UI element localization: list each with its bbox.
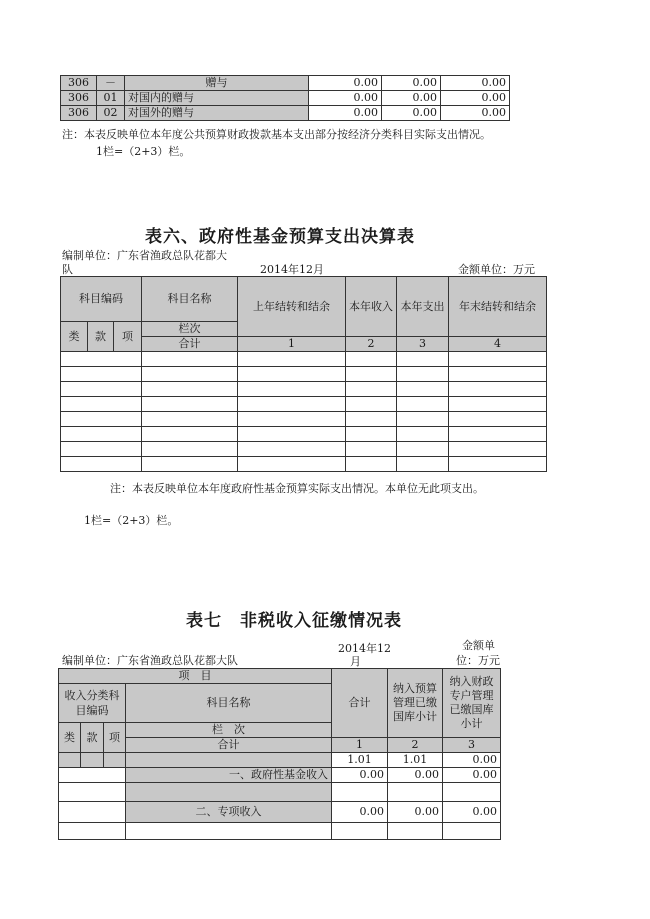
table-cell bbox=[126, 783, 332, 802]
table-row bbox=[61, 352, 547, 367]
table-row bbox=[61, 91, 510, 106]
table7 bbox=[58, 668, 501, 840]
table-cell: 02 bbox=[97, 106, 125, 121]
table-row bbox=[59, 753, 501, 768]
table-cell bbox=[388, 823, 443, 840]
table-cell bbox=[142, 382, 238, 397]
table-cell: 0.00 bbox=[443, 753, 501, 768]
table-row bbox=[61, 442, 547, 457]
table5-formula-note: 1栏=（2+3）栏。 bbox=[96, 145, 191, 158]
table-cell: 0.00 bbox=[443, 768, 501, 783]
table-cell bbox=[397, 397, 449, 412]
table-row bbox=[59, 738, 501, 753]
table-row bbox=[61, 382, 547, 397]
header-xiang: 项 bbox=[114, 322, 142, 352]
table-header-row bbox=[61, 277, 547, 322]
table-row bbox=[61, 76, 510, 91]
table-cell: 二、专项收入 bbox=[126, 802, 332, 823]
header-carry-in: 上年结转和结余 bbox=[238, 277, 346, 337]
table-cell bbox=[61, 442, 142, 457]
table-cell bbox=[397, 352, 449, 367]
table-cell: 0.00 bbox=[382, 91, 441, 106]
table-cell bbox=[61, 352, 142, 367]
table-row bbox=[61, 412, 547, 427]
table-cell bbox=[449, 457, 547, 472]
table-cell bbox=[449, 352, 547, 367]
header-expense: 本年支出 bbox=[397, 277, 449, 337]
header-code: 科目编码 bbox=[61, 277, 142, 322]
table-row bbox=[59, 802, 501, 823]
table-cell bbox=[59, 783, 126, 802]
col-number: 4 bbox=[449, 337, 547, 352]
table-cell: 0.00 bbox=[332, 768, 388, 783]
table-cell: 0.00 bbox=[309, 76, 382, 91]
table-cell bbox=[61, 412, 142, 427]
table-cell bbox=[142, 412, 238, 427]
header-xiang: 项 bbox=[104, 723, 126, 753]
table-cell bbox=[346, 427, 397, 442]
table-cell bbox=[142, 427, 238, 442]
table-cell bbox=[142, 352, 238, 367]
table5-note: 注：本表反映单位本年度公共预算财政拨款基本支出部分按经济分类科目实际支出情况。 bbox=[62, 128, 491, 141]
table-cell: 0.00 bbox=[388, 802, 443, 823]
header-income: 本年收入 bbox=[346, 277, 397, 337]
table-cell bbox=[126, 823, 332, 840]
table-header-row bbox=[59, 669, 501, 684]
table-cell bbox=[346, 442, 397, 457]
table-cell bbox=[61, 367, 142, 382]
table-cell: 0.00 bbox=[441, 91, 510, 106]
header-item: 项 目 bbox=[59, 669, 332, 684]
table-cell: 对国外的赠与 bbox=[125, 106, 309, 121]
table-cell bbox=[397, 412, 449, 427]
table-cell: 01 bbox=[97, 91, 125, 106]
table-cell bbox=[238, 442, 346, 457]
table-cell bbox=[449, 412, 547, 427]
table-cell bbox=[238, 427, 346, 442]
header-name: 科目名称 bbox=[142, 277, 238, 322]
table-cell: 0.00 bbox=[441, 106, 510, 121]
header-lei: 类 bbox=[59, 723, 81, 753]
table6-note: 注：本表反映单位本年度政府性基金预算实际支出情况。本单位无此项支出。 bbox=[110, 482, 484, 495]
table6-title: 表六、政府性基金预算支出决算表 bbox=[145, 227, 415, 247]
col-number: 3 bbox=[443, 738, 501, 753]
table-cell bbox=[238, 352, 346, 367]
total-label: 合计 bbox=[142, 337, 238, 352]
header-fiscal-paid: 纳入财政专户管理已缴国库小计 bbox=[443, 669, 501, 738]
table7-date: 2014年12 bbox=[338, 642, 391, 655]
table-cell bbox=[443, 783, 501, 802]
table-cell: 一、政府性基金收入 bbox=[126, 768, 332, 783]
table-row bbox=[61, 457, 547, 472]
table-row bbox=[61, 427, 547, 442]
header-lanci: 栏 次 bbox=[126, 723, 332, 738]
table7-date-cont: 月 bbox=[350, 655, 361, 668]
table-cell: 1.01 bbox=[388, 753, 443, 768]
row-label: 合计 bbox=[126, 738, 332, 753]
table-cell bbox=[59, 802, 126, 823]
table-cell bbox=[142, 397, 238, 412]
table-cell bbox=[397, 442, 449, 457]
table-cell: 赠与 bbox=[125, 76, 309, 91]
table-row bbox=[61, 397, 547, 412]
table-cell: 306 bbox=[61, 106, 97, 121]
table-cell bbox=[346, 397, 397, 412]
table-cell bbox=[449, 427, 547, 442]
table-row bbox=[59, 783, 501, 802]
table7-org: 编制单位：广东省渔政总队花都大队 bbox=[62, 654, 238, 667]
table6-date: 2014年12月 bbox=[260, 263, 324, 276]
col-number: 2 bbox=[388, 738, 443, 753]
col-number: 2 bbox=[346, 337, 397, 352]
table-cell bbox=[81, 753, 104, 768]
table-cell bbox=[346, 412, 397, 427]
table-cell: 0.00 bbox=[332, 802, 388, 823]
table-cell bbox=[59, 768, 126, 783]
header-lanci: 栏次 bbox=[142, 322, 238, 337]
table-cell bbox=[61, 397, 142, 412]
col-number: 1 bbox=[238, 337, 346, 352]
table-cell bbox=[346, 352, 397, 367]
table6-formula-note: 1栏=（2+3）栏。 bbox=[84, 514, 179, 527]
table-cell bbox=[238, 412, 346, 427]
table-cell: 0.00 bbox=[382, 106, 441, 121]
table-cell: － bbox=[97, 76, 125, 91]
table-cell bbox=[397, 427, 449, 442]
header-kuan: 款 bbox=[88, 322, 114, 352]
table-cell bbox=[142, 442, 238, 457]
table-cell bbox=[397, 382, 449, 397]
table7-title: 表七 非税收入征缴情况表 bbox=[186, 611, 402, 631]
header-code: 收入分类科目编码 bbox=[59, 684, 126, 723]
table-cell: 0.00 bbox=[309, 91, 382, 106]
table6 bbox=[60, 276, 547, 472]
col-number: 1 bbox=[332, 738, 388, 753]
header-budget-paid: 纳入预算管理已缴国库小计 bbox=[388, 669, 443, 738]
table-cell bbox=[449, 382, 547, 397]
header-total: 合计 bbox=[332, 669, 388, 738]
table7-unit: 金额单 bbox=[462, 639, 495, 652]
table-row bbox=[59, 823, 501, 840]
table-cell bbox=[61, 382, 142, 397]
table-cell bbox=[238, 382, 346, 397]
table-cell bbox=[449, 442, 547, 457]
table-cell bbox=[397, 457, 449, 472]
table-cell bbox=[104, 753, 126, 768]
table-cell bbox=[332, 823, 388, 840]
table-cell: 0.00 bbox=[382, 76, 441, 91]
col-number: 3 bbox=[397, 337, 449, 352]
table-cell bbox=[126, 753, 332, 768]
table6-org-cont: 队 bbox=[62, 263, 73, 276]
table-cell bbox=[238, 397, 346, 412]
header-lei: 类 bbox=[61, 322, 88, 352]
table-row bbox=[61, 367, 547, 382]
table-cell bbox=[397, 367, 449, 382]
table6-unit: 金额单位：万元 bbox=[458, 263, 535, 276]
table-cell bbox=[332, 783, 388, 802]
table-cell bbox=[142, 367, 238, 382]
table-cell: 0.00 bbox=[443, 802, 501, 823]
table7-unit-cont: 位：万元 bbox=[456, 654, 500, 667]
table6-org: 编制单位：广东省渔政总队花都大 bbox=[62, 249, 227, 262]
table-cell: 306 bbox=[61, 76, 97, 91]
table-cell bbox=[346, 382, 397, 397]
table-cell bbox=[238, 457, 346, 472]
table-cell bbox=[388, 783, 443, 802]
table-cell bbox=[61, 457, 142, 472]
table-cell bbox=[449, 397, 547, 412]
table-cell bbox=[443, 823, 501, 840]
table-row bbox=[61, 106, 510, 121]
table-cell: 1.01 bbox=[332, 753, 388, 768]
table5-tail bbox=[60, 75, 510, 121]
table-cell bbox=[142, 457, 238, 472]
table-row bbox=[59, 768, 501, 783]
table-cell bbox=[449, 367, 547, 382]
header-kuan: 款 bbox=[81, 723, 104, 753]
table-cell bbox=[238, 367, 346, 382]
table-cell bbox=[346, 367, 397, 382]
table-cell bbox=[346, 457, 397, 472]
table-cell: 对国内的赠与 bbox=[125, 91, 309, 106]
header-carry-out: 年末结转和结余 bbox=[449, 277, 547, 337]
table-cell: 0.00 bbox=[388, 768, 443, 783]
header-name: 科目名称 bbox=[126, 684, 332, 723]
table-cell bbox=[61, 427, 142, 442]
table-cell: 0.00 bbox=[441, 76, 510, 91]
table-cell: 0.00 bbox=[309, 106, 382, 121]
table-cell bbox=[59, 823, 126, 840]
table-cell: 306 bbox=[61, 91, 97, 106]
table-cell bbox=[59, 753, 81, 768]
